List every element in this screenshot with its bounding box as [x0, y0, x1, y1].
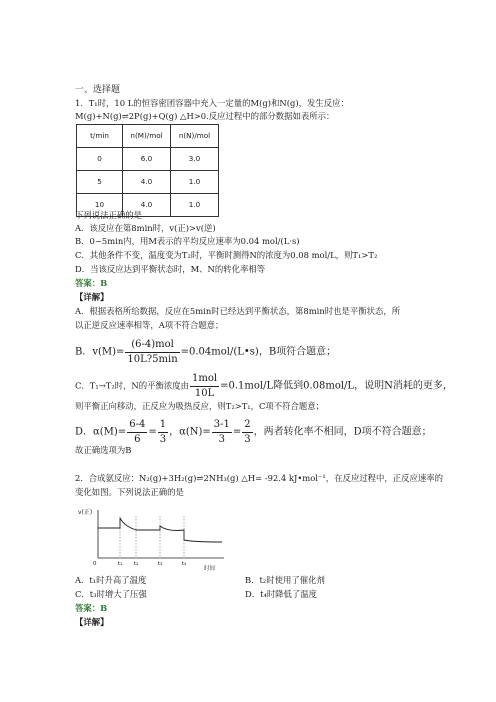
chart-tick-label: t₃: [158, 561, 163, 567]
chart-origin-label: 0: [93, 561, 97, 567]
table-row: [77, 171, 219, 194]
explain-c-suffix: =0.1mol/L降低到0.08mol/L，说明N消耗的更多，: [220, 380, 453, 392]
q1-explain-a-line-1: A．根据表格所给数据，反应在5min时已经达到平衡状态，第8min时也是平衡状态，所: [75, 306, 401, 316]
fraction-numerator: 1mol: [190, 372, 219, 387]
table-cell: 10: [77, 194, 123, 217]
table-cell: 1.0: [171, 171, 219, 194]
table-cell: 0: [77, 148, 123, 171]
answer-label: 答案：: [75, 603, 101, 613]
q2-answer-line: [75, 603, 107, 614]
q1-option-c: C．其他条件不变，温度变为T₂时，平衡时测得N的浓度为0.08 mol/L，则T₁>T₂: [75, 250, 378, 260]
q2-stem-line-2: 变化如图。下列说法正确的是: [75, 487, 184, 497]
q2-stem-line-1: 2．合成氨反应：N₂(g)+3H₂(g)⇌2NH₃(g) △H= -92.4 kJ•mol⁻¹，在反应过程中，正反应速率的: [75, 473, 443, 483]
fraction: [212, 418, 232, 446]
explain-d-suffix: ，两者转化率不相同，D项不符合题意；: [253, 426, 432, 438]
fraction-numerator: (6-4)mol: [125, 338, 179, 353]
table-cell: 1.0: [171, 194, 219, 217]
answer-label: 答案：: [75, 278, 101, 288]
table-header-cell: n(M)/mol: [123, 125, 171, 148]
fraction: [158, 418, 168, 446]
fraction-denominator: 3: [159, 433, 167, 445]
fraction: [190, 372, 219, 400]
chart-tick-label: t₁: [118, 561, 123, 567]
equals-sign: =: [232, 426, 242, 438]
q1-answer-line: [75, 278, 107, 289]
table-cell: 3.0: [171, 148, 219, 171]
q1-explain-a-line-2: 以正逆反应速率相等，A项不符合题意；: [75, 320, 224, 330]
fraction-numerator: 6-4: [127, 418, 147, 433]
q2-option-c: C．t₃时增大了压强: [75, 589, 147, 599]
q1-prompt: 下列说法正确的是: [75, 210, 142, 220]
fraction-numerator: 2: [242, 418, 252, 433]
table-header-row: [77, 125, 219, 148]
q1-detail-label: 【详解】: [75, 292, 109, 302]
table-cell: 4.0: [123, 194, 171, 217]
explain-d-prefix: D．α(M)=: [75, 426, 127, 438]
table-header-cell: t/min: [77, 125, 123, 148]
table-cell: 4.0: [123, 171, 171, 194]
answer-value: B: [100, 603, 108, 613]
chart-tick-label: t₂: [134, 561, 139, 567]
q1-explain-c-line-2: 则平衡正向移动，正反应为吸热反应，则T₂>T₁，C项不符合题意；: [75, 401, 325, 411]
q2-detail-label: 【详解】: [75, 617, 109, 627]
q2-option-b: B．t₂时使用了催化剂: [245, 575, 325, 585]
fraction-denominator: 10L?5min: [127, 353, 178, 365]
equals-sign: =: [148, 426, 157, 438]
fraction-denominator: 6: [134, 433, 141, 445]
q1-data-table: [76, 124, 219, 217]
q1-option-b: B．0~5min内，用M表示的平均反应速率为0.04 mol/(L·s): [75, 236, 300, 246]
explain-c-prefix: C．T₁→T₂时，N的平衡浓度由: [75, 380, 190, 391]
fraction: [127, 418, 147, 446]
fraction-denominator: 3: [244, 433, 251, 445]
explain-b-suffix: =0.04mol/(L•s)，B项符合题意；: [180, 346, 337, 358]
chart-tick-label: t₄: [182, 561, 187, 567]
q1-stem-line-2: M(g)+N(g)⇌2P(g)+Q(g) △H>0.反应过程中的部分数据如表所示：: [75, 111, 335, 121]
explain-d-mid: ，α(N)=: [169, 426, 211, 438]
fraction-denominator: 3: [218, 433, 225, 445]
q1-explain-b: [75, 338, 336, 366]
q1-explain-d: [75, 418, 432, 446]
q1-stem-line-1: 1．T₁时，10 L的恒容密团容器中充入一定量的M(g)和N(g)，发生反应：: [75, 98, 349, 108]
q1-option-d: D．当该反应达到平衡状态时，M、N的转化率相等: [75, 264, 266, 274]
fraction: [242, 418, 252, 446]
table-header-cell: n(N)/mol: [171, 125, 219, 148]
q1-explain-c: [75, 372, 453, 400]
chart-xlabel: 时间: [204, 566, 216, 572]
q1-conclusion: 故正确选项为B: [75, 445, 132, 455]
section-title: 一、选择题: [75, 85, 121, 95]
fraction: [125, 338, 179, 366]
table-cell: 6.0: [123, 148, 171, 171]
q1-option-a: A．该反应在第8min时，v(正)>v(逆): [75, 223, 216, 233]
table-row: [77, 148, 219, 171]
fraction-numerator: 3-1: [212, 418, 232, 433]
q2-rate-chart: [76, 506, 226, 572]
q2-option-d: D．t₄时降低了温度: [245, 589, 318, 599]
explain-b-prefix: B．v(M)=: [75, 346, 125, 358]
fraction-numerator: 1: [158, 418, 168, 433]
table-cell: 5: [77, 171, 123, 194]
chart-ylabel: v(正): [78, 509, 93, 516]
answer-value: B: [100, 278, 108, 288]
fraction-denominator: 10L: [194, 387, 215, 399]
q2-option-a: A．t₁时升高了温度: [75, 575, 147, 585]
